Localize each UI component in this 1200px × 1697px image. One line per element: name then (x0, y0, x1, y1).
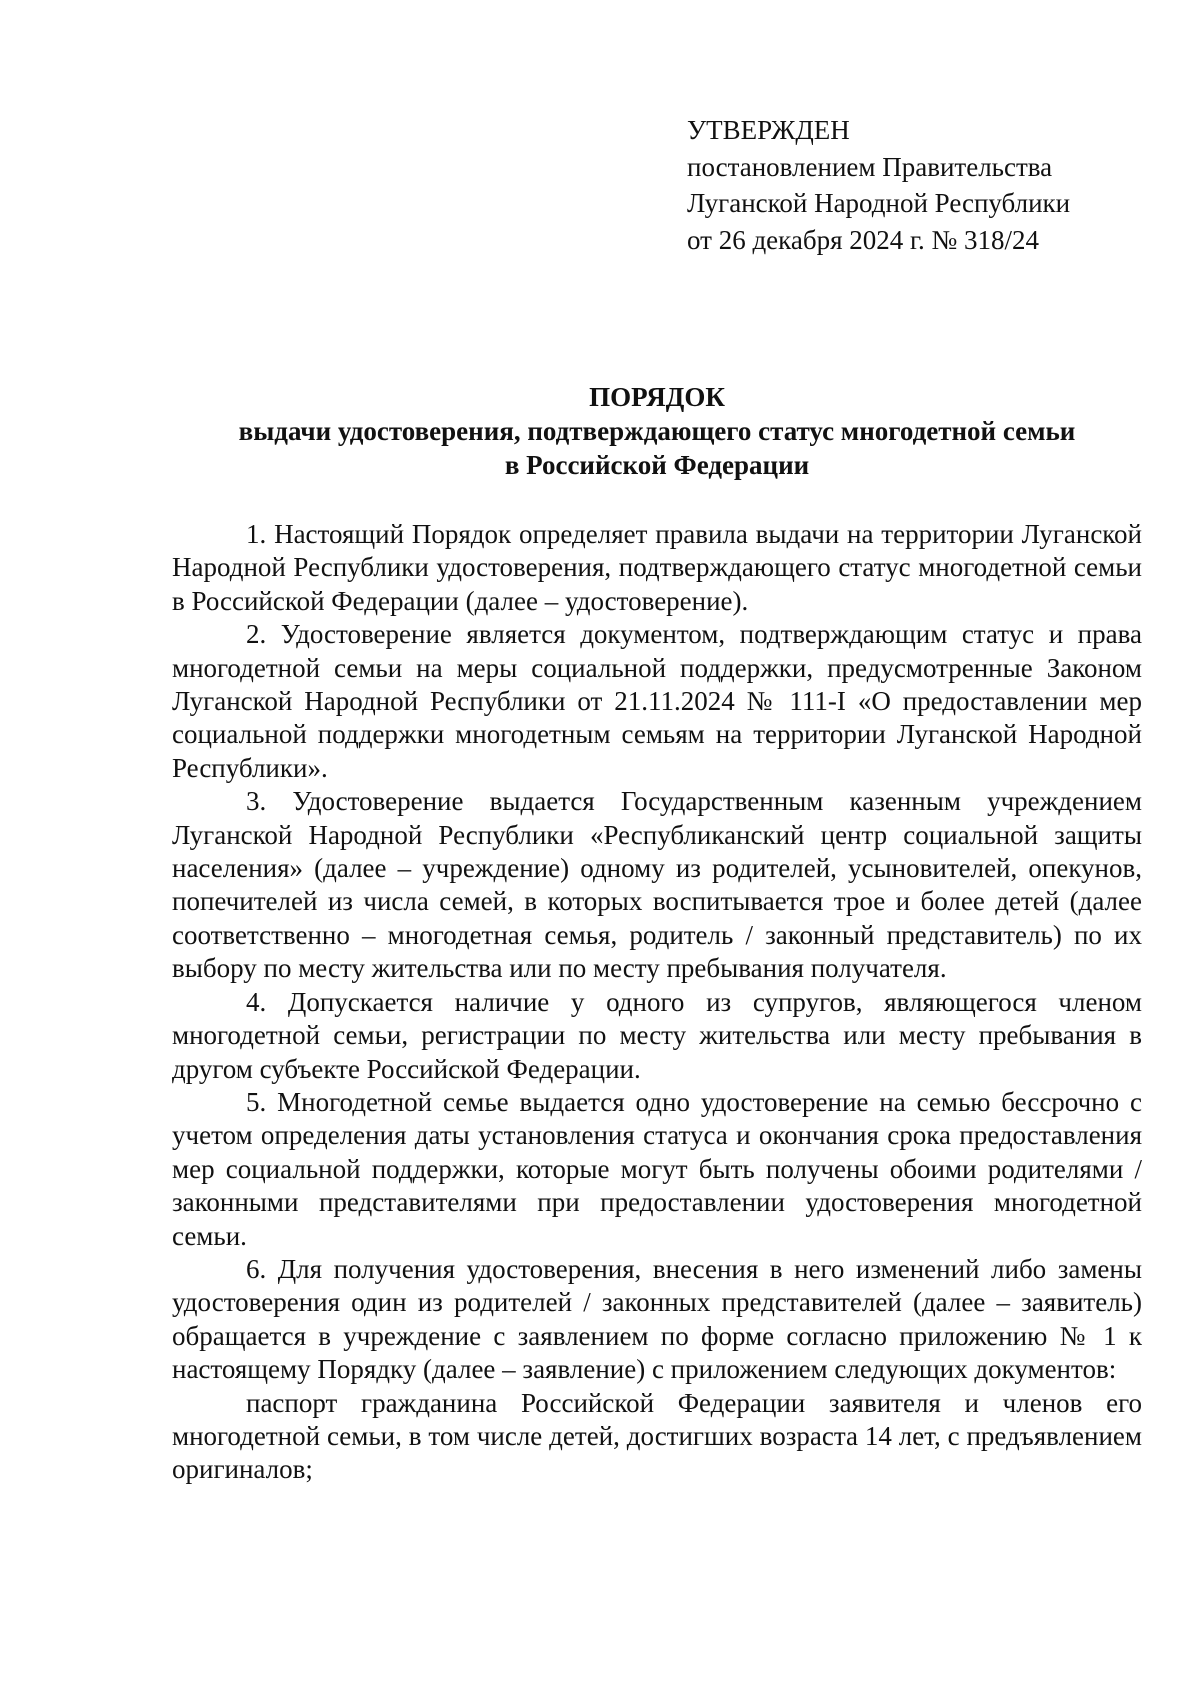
paragraph-5: 5. Многодетной семье выдается одно удостоверение на семью бессрочно с учетом определения даты установления статуса и окончания срока предоставления мер социальной поддержки, которые могут быть получены обоими родителями / законными представителями при предоставлении удостоверения многодетной семьи. (172, 1086, 1142, 1251)
document-subtitle-line-2: в Российской Федерации (504, 450, 810, 480)
document-subtitle-line-1: выдачи удостоверения, подтверждающего статус многодетной семьи (238, 416, 1076, 446)
paragraph-1: 1. Настоящий Порядок определяет правила выдачи на территории Луганской Народной Республики удостоверения, подтверждающего статус многодетной семьи в Российской Федерации (далее – удостоверение). (172, 519, 1142, 616)
approval-date-number-line: от 26 декабря 2024 г. № 318/24 (687, 224, 1040, 255)
approval-government-line: Луганской Народной Республики (687, 188, 1071, 218)
paragraph-2: 2. Удостоверение является документом, подтверждающим статус и права многодетной семьи на меры социальной поддержки, предусмотренные Законом Луганской Народной Республики от 21.11.2024 № 111-I «О предоставлении мер социальной поддержки многодетным семьям на территории Луганской Народной Республики». (172, 619, 1142, 783)
document-title-block (172, 380, 1142, 482)
paragraph-3: 3. Удостоверение выдается Государственным казенным учреждением Луганской Народной Республики «Республиканский центр социальной защиты населения» (далее – учреждение) одному из родителей, усыновителей, опекунов, попечителей из числа семей, в которых воспитывается трое и более детей (далее соответственно – многодетная семья, родитель / законный представитель) по их выбору по месту жительства или по месту пребывания получателя. (172, 786, 1142, 984)
approval-resolution-line: постановлением Правительства (687, 151, 1053, 182)
paragraph-4: 4. Допускается наличие у одного из супругов, являющегося членом многодетной семьи, регистрации по месту жительства или месту пребывания в другом субъекте Российской Федерации. (172, 986, 1142, 1084)
paragraph-passport-item: паспорт гражданина Российской Федерации заявителя и членов его многодетной семьи, в том числе детей, достигших возраста 14 лет, с предъявлением оригиналов; (172, 1387, 1142, 1485)
paragraph-6: 6. Для получения удостоверения, внесения в него изменений либо замены удостоверения один из родителей / законных представителей (далее – заявитель) обращается в учреждение с заявлением по форме согласно приложению № 1 к настоящему Порядку (далее – заявление) с приложением следующих документов: (172, 1253, 1142, 1385)
document-body (172, 518, 1142, 1487)
approval-heading: УТВЕРЖДЕН (687, 115, 850, 145)
approval-stamp-block (687, 112, 1070, 258)
document-title: ПОРЯДОК (589, 382, 725, 412)
